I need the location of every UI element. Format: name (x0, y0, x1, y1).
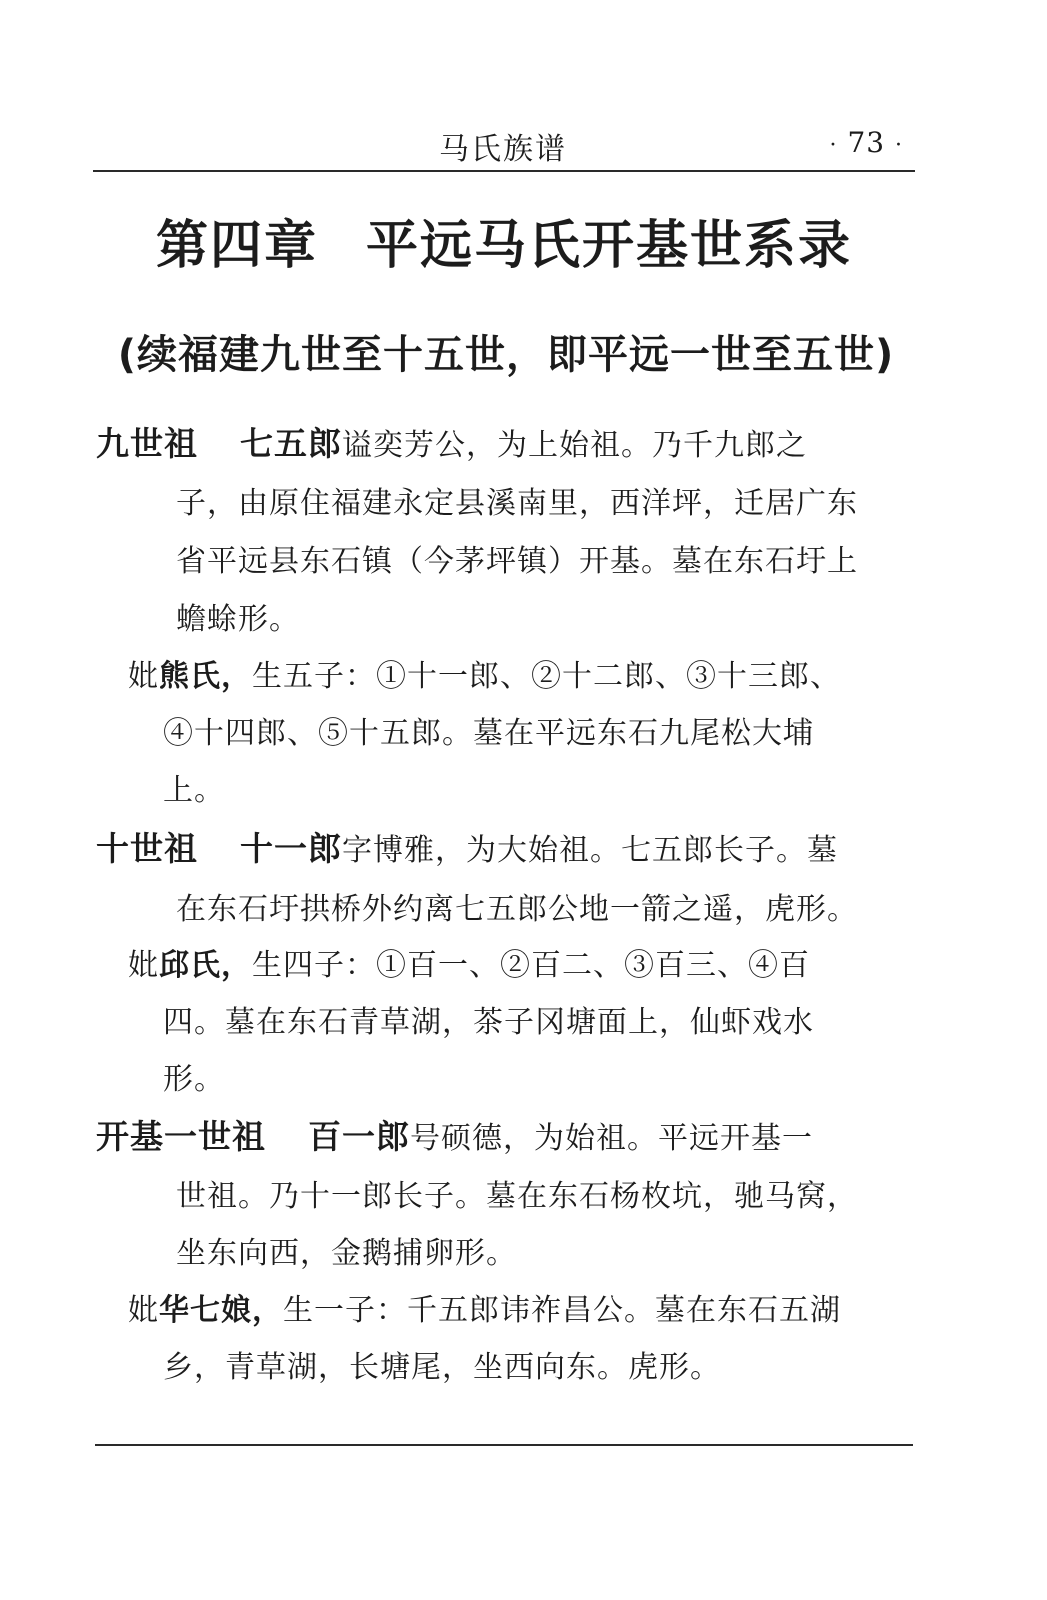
spouse-text: 生五子：①十一郎、②十二郎、③十三郎、 (252, 659, 841, 694)
entry-line: 在东石圩拱桥外约离七五郎公地一箭之遥，虎形。 (176, 892, 858, 927)
page-number-dot-left: · (829, 133, 838, 158)
entry-line (96, 823, 838, 870)
entry-line: 坐东向西，金鹅捕卵形。 (176, 1236, 517, 1271)
spouse-name: 邱氏， (159, 948, 252, 983)
spouse-name: 熊氏， (159, 659, 252, 694)
spouse-line (128, 940, 810, 984)
spouse-prefix: 妣 (128, 659, 159, 694)
spouse-line: 四。墓在东石青草湖，茶子冈塘面上，仙虾戏水 (163, 1005, 814, 1040)
entry-line (96, 418, 807, 465)
spouse-name: 华七娘， (159, 1293, 283, 1328)
footer-rule (95, 1444, 913, 1446)
entry-text: 字博雅，为大始祖。七五郎长子。墓 (342, 833, 838, 868)
running-title: 马氏族谱 (439, 132, 567, 167)
page-number-dot-right: · (895, 133, 903, 158)
spouse-line: ④十四郎、⑤十五郎。墓在平远东石九尾松大埔 (163, 716, 814, 751)
generation-label: 开基一世祖 (96, 1117, 266, 1156)
spouse-prefix: 妣 (128, 948, 159, 983)
entry-line: 省平远县东石镇（今茅坪镇）开基。墓在东石圩上 (176, 544, 858, 579)
chapter-subtitle: (续福建九世至十五世，即平远一世至五世) (117, 332, 895, 378)
spouse-text: 生一子：千五郎讳祚昌公。墓在东石五湖 (283, 1293, 841, 1328)
header-rule (93, 170, 915, 172)
spouse-line: 上。 (163, 773, 225, 808)
chapter-name: 平远马氏开基世系录 (366, 215, 853, 276)
spouse-text: 生四子：①百一、②百二、③百三、④百 (252, 948, 810, 983)
page-number-value: 73 (847, 126, 886, 159)
page-number (830, 126, 903, 159)
entry-text: 号硕德，为始祖。平远开基一 (410, 1121, 813, 1156)
ancestor-name: 十一郎 (240, 829, 342, 868)
entry-text: 谥奕芳公，为上始祖。乃千九郎之 (342, 428, 807, 463)
entry-line: 蟾蜍形。 (176, 602, 300, 637)
ancestor-name: 百一郎 (308, 1117, 410, 1156)
chapter-number: 第四章 (155, 215, 318, 276)
spouse-prefix: 妣 (128, 1293, 159, 1328)
generation-label: 十世祖 (96, 829, 198, 868)
spouse-line: 乡，青草湖，长塘尾，坐西向东。虎形。 (163, 1350, 721, 1385)
spouse-line (128, 1285, 841, 1329)
chapter-title (93, 203, 915, 278)
entry-line: 子，由原住福建永定县溪南里，西洋坪，迁居广东 (176, 486, 858, 521)
entry-line (96, 1111, 813, 1158)
entry-line: 世祖。乃十一郎长子。墓在东石杨枚坑，驰马窝， (176, 1179, 858, 1214)
ancestor-name: 七五郎 (240, 424, 342, 463)
generation-label: 九世祖 (96, 424, 198, 463)
spouse-line (128, 651, 841, 695)
spouse-line: 形。 (163, 1062, 225, 1097)
running-header (93, 118, 913, 166)
